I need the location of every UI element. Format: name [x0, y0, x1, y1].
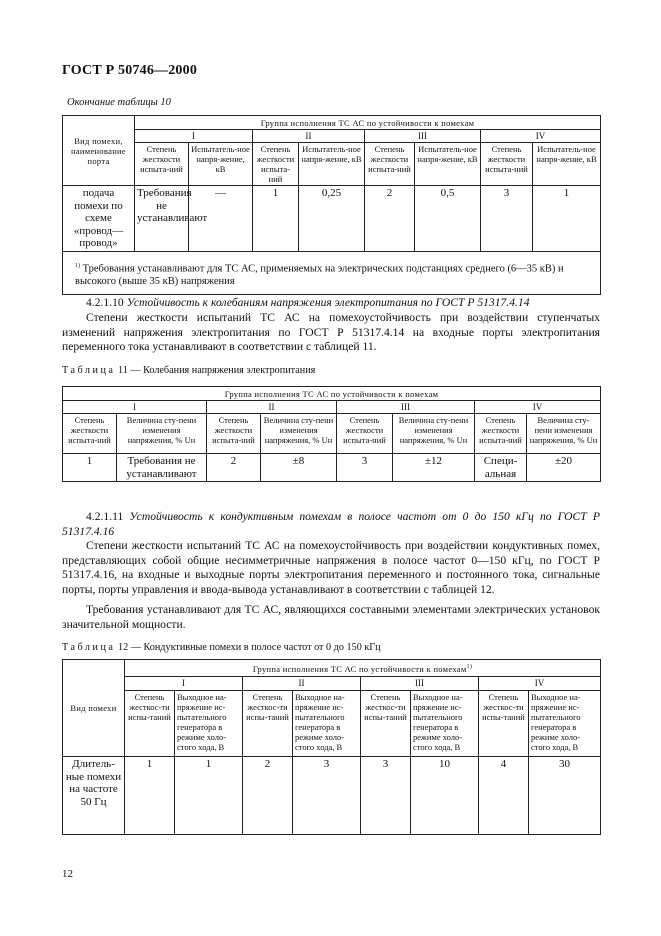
col-degree: Степень жесткости испыта-ний [481, 143, 533, 186]
table-12 [62, 659, 601, 835]
col-value: Величина сту-пени изменения напряжения, % Uн [527, 414, 601, 454]
caption-number: 11 [117, 365, 128, 376]
section-heading-4-2-1-11 [62, 510, 600, 539]
col-voltage: Испытатель-ное напря-жение, кВ [299, 143, 365, 186]
paragraph: Степени жесткости испытаний ТС АС на помехоустойчивость при воздействии кондуктивных помех, представляющих собой общие несимметричные напряжения в полосе частот 0—150 кГц, по ГОСТ Р 51317.4.16, на входные и выходные порты электропитания переменного и постоянного тока, сигнальные порты, порты управления и ввода-вывода устанавливают в соответствии с таблицей 12. [62, 539, 600, 596]
table-cell: 3 [361, 757, 411, 835]
table-cell: 1 [533, 186, 601, 252]
col-degree: Степень жесткос-ти испы-таний [125, 691, 175, 757]
table-11 [62, 386, 601, 482]
col-degree: Степень жесткости испыта-ний [337, 414, 393, 454]
table-cell: 2 [207, 454, 261, 482]
group-label: I [125, 677, 243, 691]
col-output: Выходное на-пряжение ис-пытательного генератора в режиме холо-стого хода, В [293, 691, 361, 757]
col-output: Выходное на-пряжение ис-пытательного генератора в режиме холо-стого хода, В [529, 691, 601, 757]
section-title: Устойчивость к кондуктивным помехам в полосе частот от 0 до 150 кГц по ГОСТ Р 51317.4.16 [62, 510, 600, 538]
table-cell: 3 [293, 757, 361, 835]
table-row [63, 186, 601, 252]
col-degree: Степень жесткости испыта-ний [253, 143, 299, 186]
caption-word: Таблица [62, 642, 116, 653]
table-footnote [63, 251, 601, 295]
group-label: III [365, 130, 481, 143]
row-header: Вид помехи, наименование порта [63, 116, 135, 186]
col-voltage: Испытатель-ное напря-жение, кВ [189, 143, 253, 186]
table-cell: ±8 [261, 454, 337, 482]
col-voltage: Испытатель-ное напря-жение, кВ [533, 143, 601, 186]
caption-number: 12 [117, 642, 129, 653]
col-voltage: Испытатель-ное напря-жение, кВ [415, 143, 481, 186]
table-cell: ±12 [393, 454, 475, 482]
group-label: IV [481, 130, 601, 143]
table-cell: Специ-альная [475, 454, 527, 482]
table-cell: 1 [63, 454, 117, 482]
col-output: Выходное на-пряжение ис-пытательного генератора в режиме холо-стого хода, В [175, 691, 243, 757]
table-row [63, 757, 601, 835]
page-number: 12 [62, 868, 73, 880]
group-header [125, 660, 601, 677]
group-label: I [63, 401, 207, 414]
section-number: 4.2.1.10 [86, 296, 124, 309]
col-degree: Степень жесткос-ти испы-таний [361, 691, 411, 757]
group-label: IV [475, 401, 601, 414]
table-cell: 0,25 [299, 186, 365, 252]
table-cell: — [189, 186, 253, 252]
group-header-text: Группа исполнения ТС АС по устойчивости к помехам [252, 663, 467, 674]
paragraph: Степени жесткости испытаний ТС АС на помехоустойчивость при воздействии ступенчатых изменений напряжения электропитания по ГОСТ Р 51317.4.14 на входные порты электропитания переменного тока устанавливают в соответствии с таблицей 11. [62, 311, 600, 353]
col-degree: Степень жесткости испыта-ний [207, 414, 261, 454]
col-degree: Степень жесткости испыта-ний [365, 143, 415, 186]
caption-word: Таблица [62, 365, 116, 376]
col-degree: Степень жесткос-ти испы-таний [479, 691, 529, 757]
group-label: II [253, 130, 365, 143]
table-cell: 0,5 [415, 186, 481, 252]
caption-title: — Колебания напряжения электропитания [130, 365, 316, 376]
table-cell: 30 [529, 757, 601, 835]
table-10 [62, 115, 601, 295]
document-header: ГОСТ Р 50746—2000 [62, 63, 198, 78]
col-output: Выходное на-пряжение ис-пытательного генератора в режиме холо-стого хода, В [411, 691, 479, 757]
group-label: IV [479, 677, 601, 691]
row-header: Вид помехи [63, 660, 125, 757]
table-12-caption [62, 642, 381, 653]
group-label: II [243, 677, 361, 691]
col-value: Величина сту-пени изменения напряжения, % Uн [393, 414, 475, 454]
section-number: 4.2.1.11 [86, 510, 124, 523]
section-title: Устойчивость к колебаниям напряжения электропитания по ГОСТ Р 51317.4.14 [126, 296, 530, 309]
col-degree: Степень жесткости испыта-ний [475, 414, 527, 454]
footnote-mark: 1) [75, 262, 80, 269]
table-cell: 3 [481, 186, 533, 252]
col-degree: Степень жесткости испыта-ний [63, 414, 117, 454]
group-label: III [361, 677, 479, 691]
paragraph: Требования устанавливают для ТС АС, являющихся составными элементами электрических установок значительной мощности. [62, 603, 600, 631]
col-degree: Степень жесткос-ти испы-таний [243, 691, 293, 757]
group-header: Группа исполнения ТС АС по устойчивости к помехам [63, 387, 601, 401]
table-cell: ±20 [527, 454, 601, 482]
table-cell: 1 [125, 757, 175, 835]
table-continuation-caption: Окончание таблицы 10 [67, 97, 171, 108]
group-label: II [207, 401, 337, 414]
footnote-text: Требования устанавливают для ТС АС, применяемых на электрических подстанциях среднего (6—35 кВ) и высокого (выше 35 кВ) напряжения [75, 263, 564, 287]
col-value: Величина сту-пени изменения напряжения, % Uн [117, 414, 207, 454]
table-cell: 2 [243, 757, 293, 835]
group-label: I [135, 130, 253, 143]
row-label: Длитель-ные помехи на частоте 50 Гц [63, 757, 125, 835]
table-row [63, 454, 601, 482]
table-cell: 2 [365, 186, 415, 252]
group-label: III [337, 401, 475, 414]
table-cell: 10 [411, 757, 479, 835]
col-degree: Степень жесткости испыта-ний [135, 143, 189, 186]
group-header: Группа исполнения ТС АС по устойчивости к помехам [135, 116, 601, 130]
section-heading-4-2-1-10 [62, 296, 600, 311]
row-label: подача помехи по схеме «провод—провод» [63, 186, 135, 252]
table-cell: Требования не устанавливают [135, 186, 189, 252]
table-cell: 1 [175, 757, 243, 835]
col-value: Величина сту-пени изменения напряжения, % Uн [261, 414, 337, 454]
footnote-mark: 1) [466, 664, 473, 671]
table-cell: 1 [253, 186, 299, 252]
table-cell: 4 [479, 757, 529, 835]
table-cell: Требования не устанавливают [117, 454, 207, 482]
table-11-caption [62, 365, 315, 376]
table-cell: 3 [337, 454, 393, 482]
caption-title: — Кондуктивные помехи в полосе частот от 0 до 150 кГц [130, 642, 381, 653]
